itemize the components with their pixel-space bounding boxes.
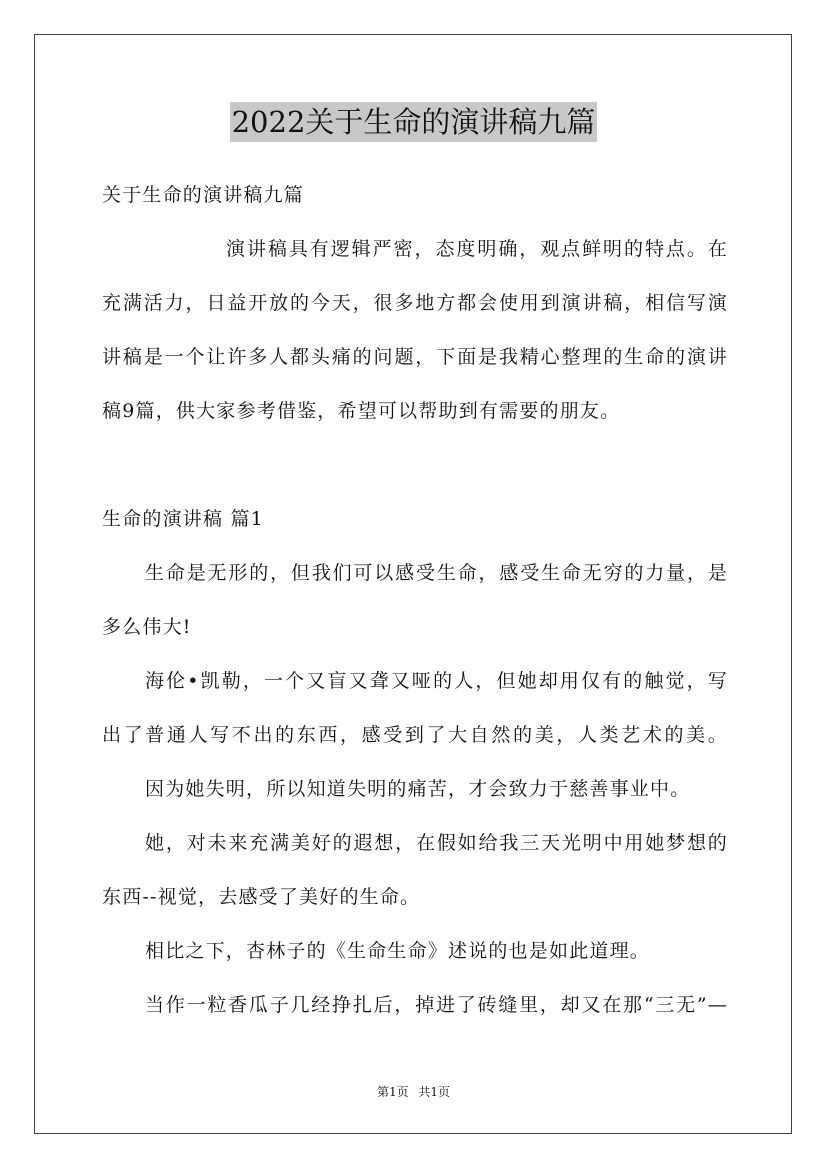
intro-line: 充满活力，日益开放的今天，很多地方都会使用到演讲稿，相信写演 xyxy=(102,292,728,314)
section-heading: 生命的演讲稿 篇1 xyxy=(102,508,264,530)
intro-line: 稿9篇，供大家参考借鉴，希望可以帮助到有需要的朋友。 xyxy=(102,400,621,422)
body-line: 相比之下，杏林子的《生命生命》述说的也是如此道理。 xyxy=(145,940,651,962)
body-line: 海伦•凯勒，一个又盲又聋又哑的人，但她却用仅有的触觉，写 xyxy=(145,670,728,692)
page-total: 共1页 xyxy=(418,1085,451,1099)
body-line: 她，对未来充满美好的遐想，在假如给我三天光明中用她梦想的 xyxy=(145,832,728,854)
body-line: 东西--视觉，去感受了美好的生命。 xyxy=(102,886,421,908)
document-title: 2022关于生命的演讲稿九篇 xyxy=(230,102,598,142)
intro-line: 讲稿是一个让许多人都头痛的问题，下面是我精心整理的生命的演讲 xyxy=(102,346,728,368)
body-line: 因为她失明，所以知道失明的痛苦，才会致力于慈善事业中。 xyxy=(145,778,691,800)
body-line: 当作一粒香瓜子几经挣扎后，掉进了砖缝里，却又在那“三无”— xyxy=(145,994,728,1016)
page-footer xyxy=(0,1084,827,1100)
title-wrapper xyxy=(0,102,827,142)
subtitle: 关于生命的演讲稿九篇 xyxy=(102,184,305,206)
body-line: 出了普通人写不出的东西，感受到了大自然的美，人类艺术的美。 xyxy=(102,724,728,746)
body-line: 生命是无形的，但我们可以感受生命，感受生命无穷的力量，是 xyxy=(145,562,728,584)
page-number: 第1页 xyxy=(376,1085,409,1099)
intro-line: 演讲稿具有逻辑严密，态度明确，观点鲜明的特点。在 xyxy=(226,238,728,260)
body-line: 多么伟大! xyxy=(102,616,192,638)
